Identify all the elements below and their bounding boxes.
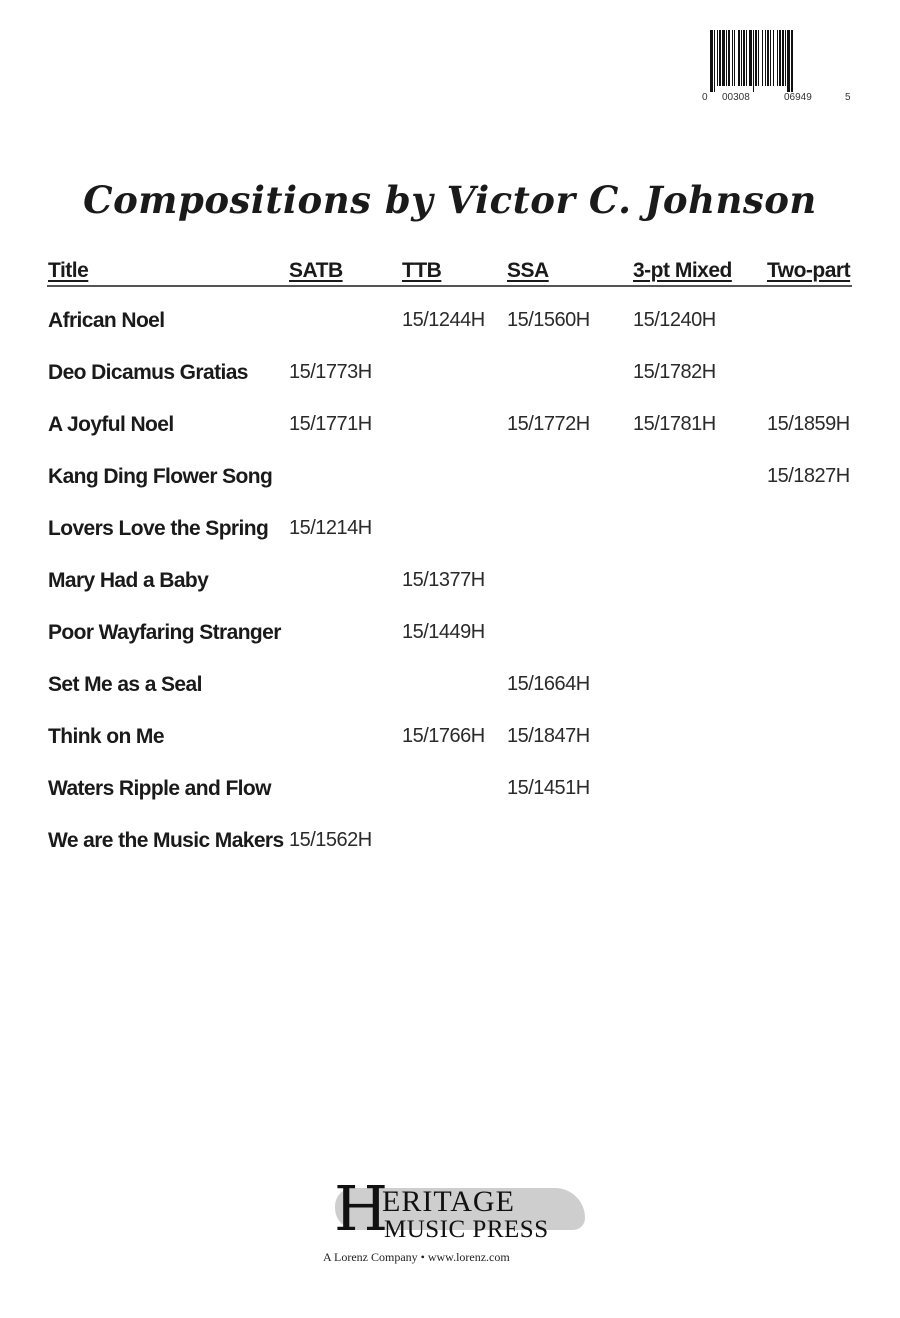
table-row [0, 621, 900, 651]
barcode-bar [734, 30, 735, 86]
song-title: Poor Wayfaring Stranger [48, 621, 281, 644]
catalog-number-ttb: 15/1766H [402, 725, 485, 747]
barcode-bar [749, 30, 752, 86]
catalog-number-ssa: 15/1451H [507, 777, 590, 799]
catalog-number-3pt-mixed: 15/1781H [633, 413, 716, 435]
catalog-number-3pt-mixed: 15/1782H [633, 361, 716, 383]
barcode-bar [743, 30, 745, 86]
logo-line1: ERITAGE [382, 1185, 515, 1218]
table-row [0, 465, 900, 495]
header-title: Title [48, 259, 89, 282]
table-row [0, 777, 900, 807]
catalog-number-satb: 15/1562H [289, 829, 372, 851]
catalog-number-ttb: 15/1449H [402, 621, 485, 643]
table-row [0, 673, 900, 703]
header-satb: SATB [289, 259, 343, 282]
barcode-bar [738, 30, 740, 86]
barcode-bar [732, 30, 733, 86]
song-title: Lovers Love the Spring [48, 517, 269, 540]
catalog-number-satb: 15/1773H [289, 361, 372, 383]
barcode-bar [722, 30, 725, 86]
table-row [0, 517, 900, 547]
catalog-number-satb: 15/1214H [289, 517, 372, 539]
barcode-bar [762, 30, 763, 86]
barcode-bar [714, 30, 715, 92]
song-title: A Joyful Noel [48, 413, 174, 436]
catalog-number-ssa: 15/1664H [507, 673, 590, 695]
page-title: Compositions by Victor C. Johnson [83, 178, 817, 222]
song-title: Deo Dicamus Gratias [48, 361, 248, 384]
barcode-bar [758, 30, 759, 86]
barcode-digits [700, 92, 852, 106]
barcode-bar [717, 30, 718, 86]
catalog-number-ttb: 15/1244H [402, 309, 485, 331]
table-row [0, 361, 900, 391]
header-ssa: SSA [507, 259, 549, 282]
barcode-digit-manufacturer: 00308 [722, 92, 750, 103]
header-ttb: TTB [402, 259, 442, 282]
catalog-number-satb: 15/1771H [289, 413, 372, 435]
publisher-logo [320, 1172, 590, 1270]
barcode-digit-product: 06949 [784, 92, 812, 103]
song-title: Set Me as a Seal [48, 673, 202, 696]
catalog-number-3pt-mixed: 15/1240H [633, 309, 716, 331]
barcode-bar [791, 30, 793, 92]
barcode-bar [782, 30, 784, 86]
table-row [0, 309, 900, 339]
catalog-number-ssa: 15/1772H [507, 413, 590, 435]
barcode-digit-system: 0 [702, 92, 708, 103]
barcode-bar [779, 30, 781, 86]
table-row [0, 569, 900, 599]
table-row [0, 829, 900, 859]
barcode-bar [728, 30, 730, 86]
song-title: African Noel [48, 309, 165, 332]
header-3pt-mixed: 3-pt Mixed [633, 259, 732, 282]
barcode-bar [719, 30, 721, 86]
table-row [0, 725, 900, 755]
barcode-bar [785, 30, 786, 86]
barcode-bars [700, 30, 852, 92]
barcode-digit-check: 5 [845, 92, 851, 103]
barcode-bar [746, 30, 747, 86]
catalog-number-ssa: 15/1560H [507, 309, 590, 331]
barcode-bar [787, 30, 790, 92]
barcode-bar [765, 30, 766, 86]
song-title: Mary Had a Baby [48, 569, 209, 592]
song-title: Waters Ripple and Flow [48, 777, 271, 800]
barcode-bar [767, 30, 769, 86]
barcode-bar [777, 30, 778, 86]
publisher-tagline: A Lorenz Company • www.lorenz.com [323, 1250, 510, 1264]
barcode-bar [710, 30, 713, 92]
song-title: We are the Music Makers [48, 829, 284, 852]
table-header [0, 255, 900, 289]
barcode-bar [741, 30, 742, 86]
header-divider [47, 285, 852, 287]
catalog-number-two-part: 15/1859H [767, 413, 850, 435]
barcode-bar [770, 30, 771, 86]
barcode-bar [753, 30, 754, 92]
catalog-number-two-part: 15/1827H [767, 465, 850, 487]
header-two-part: Two-part [767, 259, 851, 282]
catalog-number-ssa: 15/1847H [507, 725, 590, 747]
table-row [0, 413, 900, 443]
logo-initial: H [334, 1172, 389, 1245]
catalog-number-ttb: 15/1377H [402, 569, 485, 591]
barcode-bar [773, 30, 774, 86]
barcode-bar [726, 30, 727, 86]
logo-line2: MUSIC PRESS [384, 1216, 549, 1243]
song-title: Kang Ding Flower Song [48, 465, 273, 488]
song-title: Think on Me [48, 725, 164, 748]
barcode-bar [755, 30, 757, 86]
